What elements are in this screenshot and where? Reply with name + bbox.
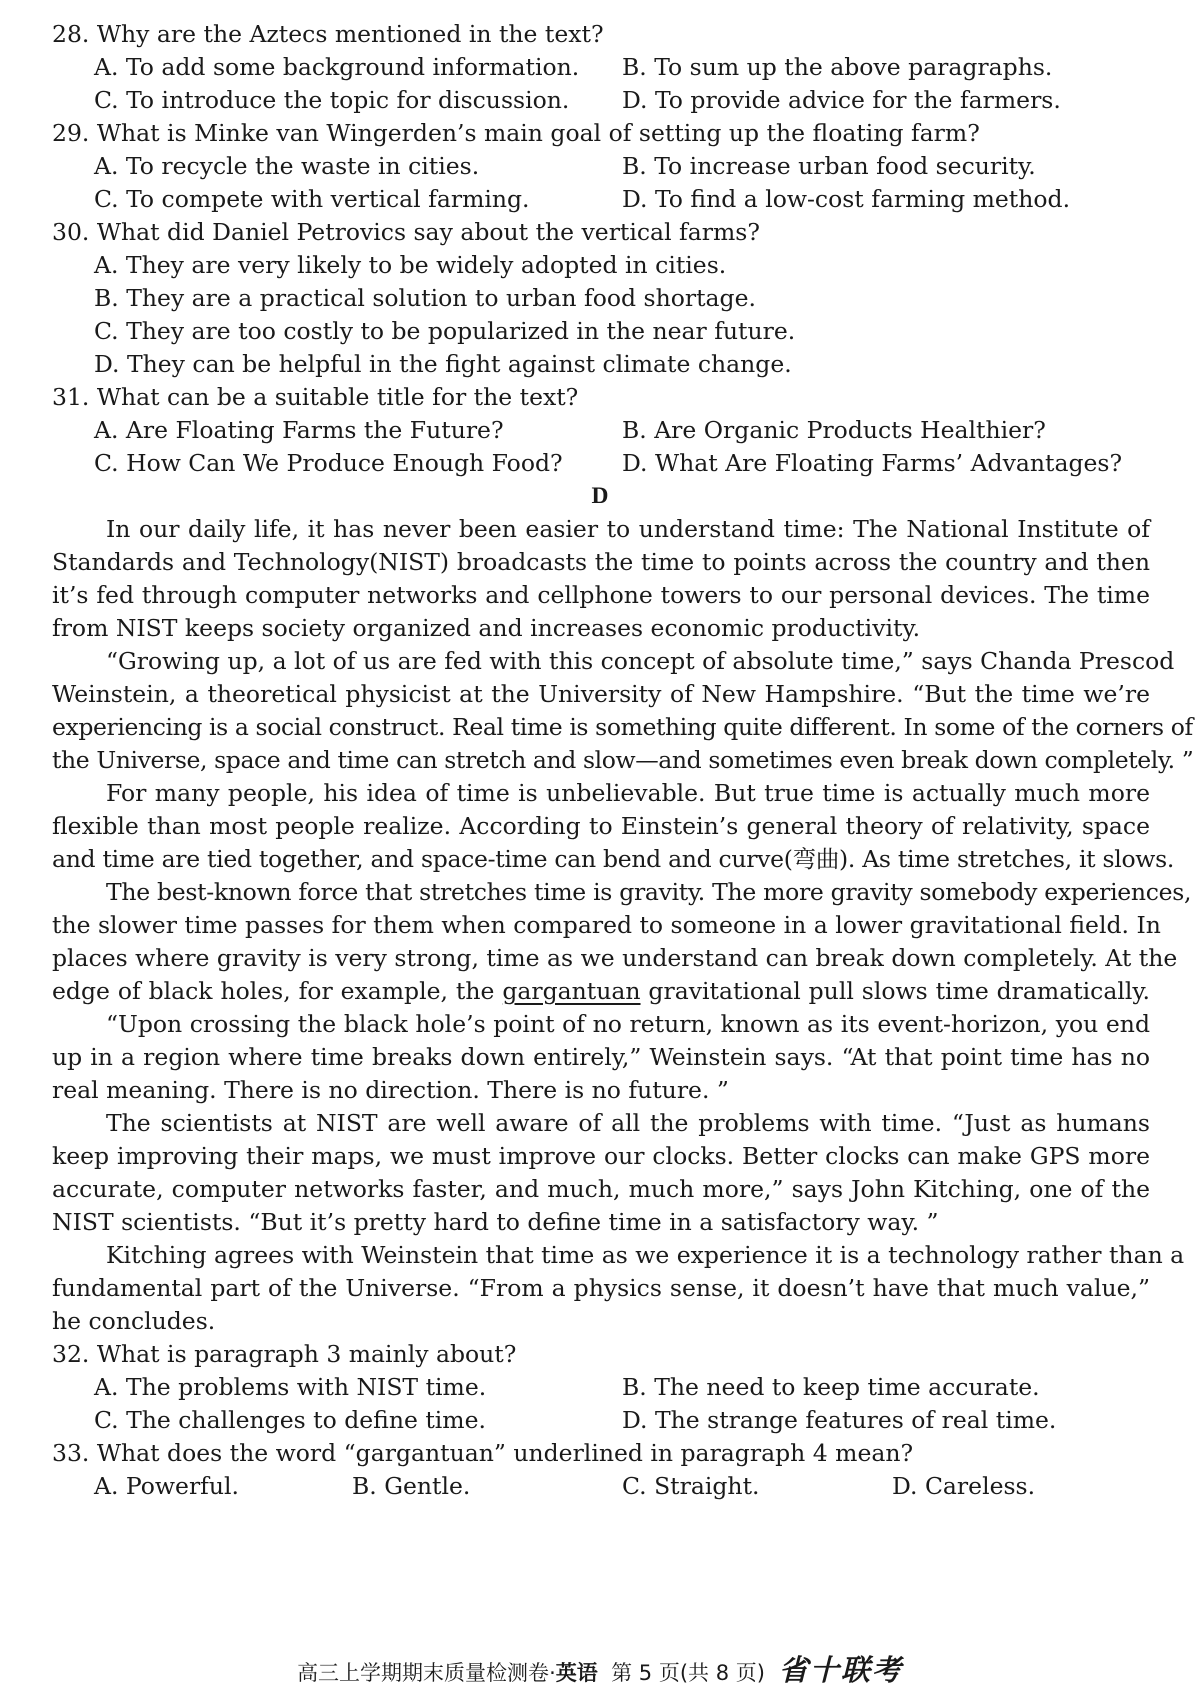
q28-option-b: B. To sum up the above paragraphs.	[622, 53, 1053, 81]
passage-text: gravitational pull slows time dramatically.	[640, 977, 1151, 1005]
footer-dot: ·	[549, 1661, 556, 1685]
q30-option-a: A. They are very likely to be widely adopted in cities.	[94, 251, 727, 279]
passage-line: and time are tied together, and space-time can bend and curve(弯曲). As time stretches, it slows.	[52, 845, 1175, 873]
q32-stem: 32. What is paragraph 3 mainly about?	[52, 1340, 517, 1368]
passage-line: up in a region where time breaks down entirely,” Weinstein says. “At that point time has no	[52, 1043, 1150, 1071]
q32-option-d: D. The strange features of real time.	[622, 1406, 1057, 1434]
passage-line: fundamental part of the Universe. “From a physics sense, it doesn’t have that much value,”	[52, 1274, 1150, 1302]
section-d-heading: D	[591, 483, 609, 509]
passage-line: real meaning. There is no direction. There is no future. ”	[52, 1076, 729, 1104]
passage-line: he concludes.	[52, 1307, 216, 1335]
q29-option-d: D. To find a low-cost farming method.	[622, 185, 1071, 213]
passage-line: flexible than most people realize. According to Einstein’s general theory of relativity, space	[52, 812, 1150, 840]
passage-line	[52, 973, 1150, 1009]
passage-text: edge of black holes, for example, the	[52, 977, 503, 1005]
footer-subject: 英语	[555, 1661, 598, 1685]
q33-option-a: A. Powerful.	[94, 1472, 239, 1500]
passage-line: In our daily life, it has never been easier to understand time: The National Institute of	[106, 515, 1150, 543]
q28-option-c: C. To introduce the topic for discussion.	[94, 86, 570, 114]
q29-option-b: B. To increase urban food security.	[622, 152, 1036, 180]
passage-line: The scientists at NIST are well aware of all the problems with time. “Just as humans	[106, 1109, 1150, 1137]
footer-page-number: 第 5 页(共 8 页)	[611, 1661, 765, 1685]
q32-option-b: B. The need to keep time accurate.	[622, 1373, 1040, 1401]
q28-option-d: D. To provide advice for the farmers.	[622, 86, 1061, 114]
q28-stem: 28. Why are the Aztecs mentioned in the text?	[52, 20, 604, 48]
passage-line: keep improving their maps, we must improve our clocks. Better clocks can make GPS more	[52, 1142, 1150, 1170]
q33-stem: 33. What does the word “gargantuan” underlined in paragraph 4 mean?	[52, 1439, 914, 1467]
page-footer	[0, 1652, 1200, 1691]
q33-option-b: B. Gentle.	[352, 1472, 471, 1500]
q30-option-c: C. They are too costly to be popularized in the near future.	[94, 317, 796, 345]
footer-logo: 省十联考	[778, 1653, 903, 1687]
q33-option-d: D. Careless.	[892, 1472, 1036, 1500]
q30-stem: 30. What did Daniel Petrovics say about the vertical farms?	[52, 218, 760, 246]
q30-option-d: D. They can be helpful in the fight against climate change.	[94, 350, 792, 378]
passage-line: For many people, his idea of time is unbelievable. But true time is actually much more	[106, 779, 1150, 807]
passage-line: Standards and Technology(NIST) broadcasts the time to points across the country and then	[52, 548, 1150, 576]
passage-line: the Universe, space and time can stretch and slow—and sometimes even break down completely. ”	[52, 746, 1194, 774]
passage-line: accurate, computer networks faster, and much, much more,” says John Kitching, one of the	[52, 1175, 1150, 1203]
passage-line: Kitching agrees with Weinstein that time as we experience it is a technology rather than a	[106, 1241, 1185, 1269]
footer-exam-title: 高三上学期期末质量检测卷	[297, 1661, 550, 1685]
q28-option-a: A. To add some background information.	[94, 53, 580, 81]
passage-line: NIST scientists. “But it’s pretty hard to define time in a satisfactory way. ”	[52, 1208, 939, 1236]
passage-line: “Growing up, a lot of us are fed with this concept of absolute time,” says Chanda Prescod	[106, 647, 1175, 675]
underlined-word-gargantuan: gargantuan	[502, 977, 641, 1005]
q31-option-c: C. How Can We Produce Enough Food?	[94, 449, 563, 477]
q33-option-c: C. Straight.	[622, 1472, 760, 1500]
passage-line: experiencing is a social construct. Real time is something quite different. In some of the corners of	[52, 713, 1193, 741]
q31-option-b: B. Are Organic Products Healthier?	[622, 416, 1046, 444]
passage-line: places where gravity is very strong, time as we understand can break down completely. At the	[52, 944, 1178, 972]
q29-stem: 29. What is Minke van Wingerden’s main goal of setting up the floating farm?	[52, 119, 980, 147]
passage-line: the slower time passes for them when compared to someone in a lower gravitational field. In	[52, 911, 1161, 939]
q29-option-a: A. To recycle the waste in cities.	[94, 152, 480, 180]
q30-option-b: B. They are a practical solution to urban food shortage.	[94, 284, 756, 312]
passage-line: from NIST keeps society organized and increases economic productivity.	[52, 614, 921, 642]
q31-stem: 31. What can be a suitable title for the text?	[52, 383, 579, 411]
q29-option-c: C. To compete with vertical farming.	[94, 185, 530, 213]
q31-option-a: A. Are Floating Farms the Future?	[94, 416, 504, 444]
q32-option-a: A. The problems with NIST time.	[94, 1373, 487, 1401]
passage-line: Weinstein, a theoretical physicist at the University of New Hampshire. “But the time we’re	[52, 680, 1150, 708]
q31-option-d: D. What Are Floating Farms’ Advantages?	[622, 449, 1123, 477]
passage-line: “Upon crossing the black hole’s point of no return, known as its event-horizon, you end	[106, 1010, 1150, 1038]
q32-option-c: C. The challenges to define time.	[94, 1406, 486, 1434]
passage-line: The best-known force that stretches time is gravity. The more gravity somebody experiences,	[106, 878, 1192, 906]
passage-line: it’s fed through computer networks and cellphone towers to our personal devices. The time	[52, 581, 1150, 609]
